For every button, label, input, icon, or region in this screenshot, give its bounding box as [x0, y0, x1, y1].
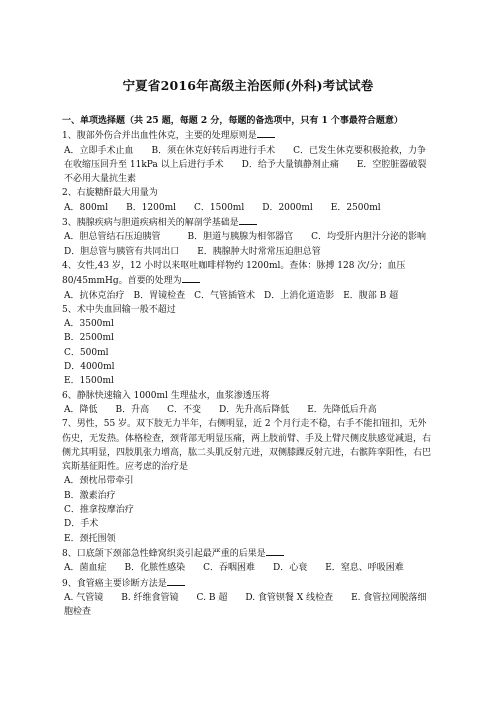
question-text: 9、食管癌主要诊断方法是 — [62, 578, 167, 589]
question-stem — [62, 186, 434, 200]
answer-option: B．激素治疗 — [64, 490, 116, 501]
answer-option: A．立即手术止血 B．须在休克好转后再进行手术 C．已发生休克要积极抢救，力争在收缩压回升至 11kPa 以上后进行手术 D．给予大量镇静剂止痛 E．空腔脏器破裂不必用大量抗生素 — [64, 145, 427, 185]
page-title: 宁夏省2016年高级主治医师(外科)考试试卷 — [122, 78, 374, 93]
answer-option: A．胆总管结石压迫胰管 B．胆道与胰腺为相邻器官 C．均受肝内胆汁分泌的影响 D．胆总管与胰管有共同出口 E．胰腺肿大时常常压迫胆总管 — [64, 232, 445, 257]
answer-option: B．2500ml — [64, 333, 114, 344]
answer-option: A．降低 B．升高 C．不变 D．先升高后降低 E．先降低后升高 — [64, 404, 377, 415]
question-stem — [62, 259, 434, 289]
question-text: 2、右旋糖酐最大用量为 — [62, 188, 158, 199]
answer-blank — [182, 273, 200, 283]
question-text: 6、静脉快速输入 1000ml 生理盐水，血浆渗透压将 — [62, 390, 270, 401]
question-stem — [62, 576, 434, 591]
answer-blank — [239, 215, 257, 225]
question-stem — [62, 389, 434, 403]
answer-option: D．手术 — [64, 519, 99, 530]
question-stem — [62, 417, 434, 474]
question-stem — [62, 303, 434, 317]
answer-option: E．1500ml — [64, 376, 114, 387]
question-text: 8、口底颌下颈部急性蜂窝织炎引起最严重的后果是 — [62, 548, 266, 559]
answer-option: A. 气管镜 B. 纤维食管镜 C. B 超 D. 食管钡餐 X 线检查 E. 食管拉网脱落细胞检查 — [64, 592, 427, 618]
exam-content — [62, 114, 445, 619]
answer-option: A．3500ml — [64, 319, 114, 330]
question-text: 1、腹部外伤合并出血性休克，主要的处理原则是 — [62, 131, 257, 142]
question-stem — [62, 546, 434, 561]
answer-option: A．菌血症 B．化脓性感染 C．吞咽困难 D．心衰 E．窒息、呼吸困难 — [64, 563, 404, 574]
answer-option: E．颈托围领 — [64, 533, 116, 544]
answer-option: D．4000ml — [64, 362, 115, 373]
question-text: 3、胰腺疾病与胆道疾病相关的解剖学基础是 — [62, 218, 239, 229]
question-stem — [62, 128, 434, 143]
question-text: 4、女性,43 岁，12 小时以来呕吐咖啡样物约 1200ml。查体：脉搏 128 次/分；血压 80/45mmHg。首要的处理为 — [62, 260, 406, 287]
question-text: 7、男性，55 岁。双下肢无力半年，右侧明显，近 2 个月行走不稳，右手不能扣钮扣，无外伤史，无发热。体格检查，颈背部无明显压痛，两上肢前臂、手及上臂尺侧皮肤感觉减退，右侧尤其明显，四肢肌张力增高，肱二头肌反射亢进，双侧膝踝反射亢进，右髌阵挛阳性，右巴宾斯基征阳性。应考虑的治疗是 — [62, 419, 432, 473]
answer-blank — [167, 576, 185, 586]
answer-option: C．推拿按摩治疗 — [64, 505, 134, 516]
answer-option: C．500ml — [64, 347, 109, 358]
answer-option: A．颈枕吊带牵引 — [64, 476, 134, 487]
section-heading: 一、单项选择题（共 25 题，每题 2 分，每题的备选项中，只有 1 个事最符合题意） — [62, 116, 403, 126]
answer-blank — [266, 546, 284, 556]
answer-option: A．抗休克治疗 B．胃镜检查 C．气管插管术 D．上消化道造影 E．腹部 B 超 — [64, 290, 399, 301]
answer-blank — [257, 128, 275, 138]
question-stem — [62, 215, 434, 230]
question-text: 5、术中失血回输一般不超过 — [62, 304, 176, 315]
answer-option: A．800ml B．1200ml C．1500ml D．2000ml E．2500ml — [64, 202, 381, 213]
